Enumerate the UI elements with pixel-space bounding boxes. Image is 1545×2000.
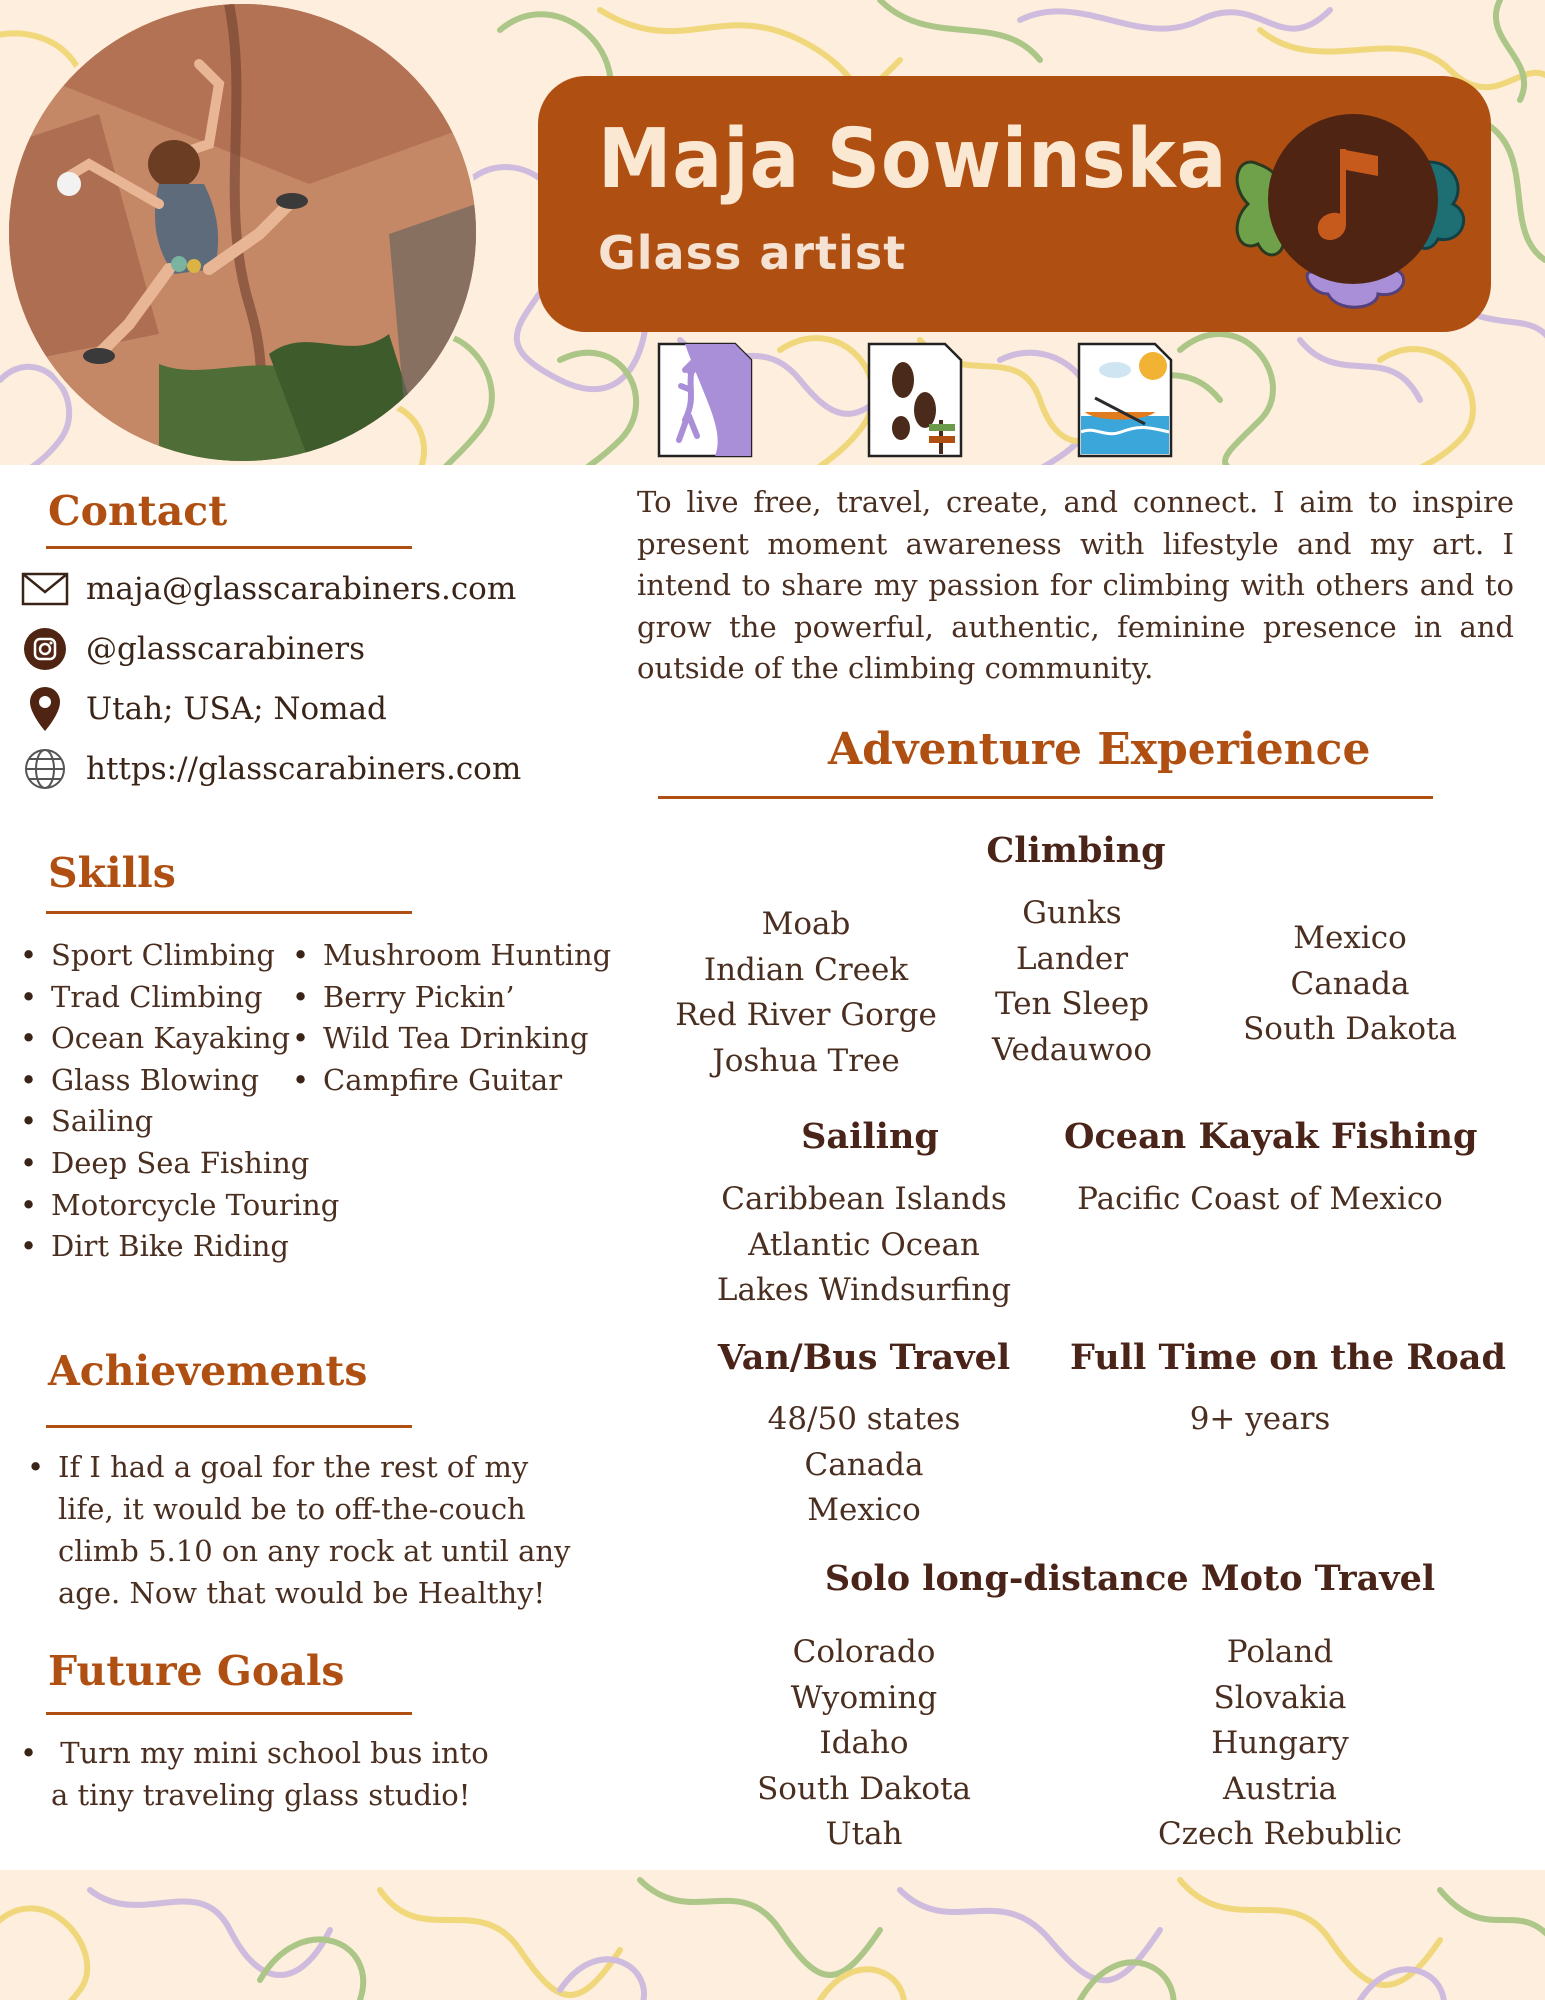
moto-location: Austria bbox=[1223, 1770, 1337, 1807]
full-time-road-item: 9+ years bbox=[1189, 1401, 1331, 1437]
future-goals-heading: Future Goals bbox=[48, 1647, 345, 1695]
skill-item: • Trad Climbing bbox=[20, 977, 339, 1019]
location-pin-icon bbox=[20, 684, 70, 734]
contact-heading: Contact bbox=[48, 487, 228, 535]
skill-item: • Ocean Kayaking bbox=[20, 1018, 339, 1060]
contact-website[interactable] bbox=[20, 744, 521, 794]
climbing-location: Canada bbox=[1290, 965, 1410, 1002]
van-travel-item: Mexico bbox=[807, 1492, 921, 1528]
achievement-line: life, it would be to off-the-couch bbox=[58, 1492, 526, 1526]
instagram-icon bbox=[20, 624, 70, 674]
climbing-location: Joshua Tree bbox=[712, 1042, 900, 1079]
achievements-list bbox=[27, 1446, 570, 1614]
contact-email-text: maja@glasscarabiners.com bbox=[86, 571, 517, 607]
climbing-location: Vedauwoo bbox=[991, 1031, 1153, 1068]
kayak-fishing-list bbox=[1060, 1177, 1460, 1223]
skill-item: • Wild Tea Drinking bbox=[292, 1018, 611, 1060]
sailing-heading: Sailing bbox=[801, 1116, 939, 1157]
achievement-item bbox=[27, 1446, 570, 1614]
skill-item: • Dirt Bike Riding bbox=[20, 1226, 339, 1268]
contact-divider bbox=[46, 546, 412, 549]
future-goals-divider bbox=[46, 1712, 412, 1715]
adventure-heading: Adventure Experience bbox=[828, 724, 1371, 775]
envelope-icon bbox=[20, 564, 70, 614]
moto-location: Utah bbox=[825, 1816, 903, 1852]
climber-silhouette-icon bbox=[655, 340, 755, 460]
person-title: Glass artist bbox=[598, 226, 907, 280]
contact-location-text: Utah; USA; Nomad bbox=[86, 691, 387, 727]
van-travel-heading: Van/Bus Travel bbox=[717, 1337, 1011, 1378]
skill-item: • Sailing bbox=[20, 1101, 339, 1143]
climbing-location: Lander bbox=[1015, 940, 1129, 977]
objective-statement: To live free, travel, create, and connect. I aim to inspire present moment awareness with lifestyle and my art. I intend to share my passion for climbing with others and to grow the powerful, authentic, feminine presence in and outside of the climbing community. bbox=[637, 485, 1514, 686]
achievements-heading: Achievements bbox=[48, 1347, 368, 1395]
moto-location: Hungary bbox=[1211, 1725, 1349, 1761]
climbing-location: Gunks bbox=[1022, 895, 1122, 931]
climbing-location: Red River Gorge bbox=[675, 997, 937, 1033]
moto-location: Wyoming bbox=[790, 1679, 938, 1716]
sailing-location: Caribbean Islands bbox=[721, 1181, 1007, 1217]
achievements-divider bbox=[46, 1425, 412, 1428]
future-goals-list bbox=[20, 1732, 489, 1816]
moto-location: Poland bbox=[1226, 1634, 1334, 1670]
skill-item: • Mushroom Hunting bbox=[292, 935, 611, 977]
skills-heading: Skills bbox=[48, 849, 176, 897]
full-time-road-heading: Full Time on the Road bbox=[1070, 1337, 1506, 1378]
kayak-location: Pacific Coast of Mexico bbox=[1077, 1181, 1443, 1217]
profile-photo-climber bbox=[5, 0, 480, 465]
future-goal-item bbox=[20, 1732, 489, 1816]
moto-travel-list-europe bbox=[1130, 1630, 1430, 1858]
van-travel-list bbox=[704, 1397, 1024, 1534]
climbing-location: Ten Sleep bbox=[994, 986, 1150, 1022]
climbing-location: Indian Creek bbox=[703, 951, 909, 988]
climbing-location: Mexico bbox=[1293, 920, 1407, 956]
moto-location: Czech Rebublic bbox=[1157, 1816, 1403, 1852]
music-note-logo-icon bbox=[1228, 94, 1478, 314]
adventure-divider bbox=[658, 796, 1433, 799]
contact-website-text: https://glasscarabiners.com bbox=[86, 751, 522, 787]
achievement-line: age. Now that would be Healthy! bbox=[58, 1576, 546, 1610]
person-name: Maja Sowinska bbox=[598, 112, 1228, 207]
name-banner bbox=[538, 76, 1491, 332]
moto-location: South Dakota bbox=[757, 1770, 971, 1807]
van-travel-item: Canada bbox=[804, 1446, 924, 1483]
skill-item: • Glass Blowing bbox=[20, 1060, 339, 1102]
footprints-signpost-icon bbox=[865, 340, 965, 460]
skills-list-secondary bbox=[292, 935, 611, 1101]
skill-item: • Sport Climbing bbox=[20, 935, 339, 977]
moto-location: Idaho bbox=[819, 1725, 909, 1761]
future-goal-line: Turn my mini school bus into bbox=[51, 1736, 489, 1770]
climbing-list-2 bbox=[942, 891, 1202, 1073]
globe-icon bbox=[20, 744, 70, 794]
moto-location: Colorado bbox=[792, 1634, 936, 1670]
climbing-list-1 bbox=[656, 902, 956, 1084]
kayak-fishing-heading: Ocean Kayak Fishing bbox=[1064, 1116, 1478, 1157]
climbing-heading: Climbing bbox=[986, 830, 1166, 871]
moto-travel-heading: Solo long-distance Moto Travel bbox=[824, 1558, 1436, 1599]
skill-item: • Berry Pickin’ bbox=[292, 977, 611, 1019]
kayak-sun-icon bbox=[1075, 340, 1175, 460]
contact-instagram[interactable] bbox=[20, 624, 365, 674]
contact-location bbox=[20, 684, 387, 734]
skill-item: • Deep Sea Fishing bbox=[20, 1143, 339, 1185]
sailing-location: Lakes Windsurfing bbox=[716, 1272, 1012, 1308]
moto-travel-list-us bbox=[714, 1630, 1014, 1858]
contact-email[interactable] bbox=[20, 564, 516, 614]
climbing-location: Moab bbox=[761, 906, 851, 942]
achievement-line: climb 5.10 on any rock at until any bbox=[58, 1534, 571, 1568]
sailing-location: Atlantic Ocean bbox=[748, 1226, 980, 1263]
contact-instagram-text: @glasscarabiners bbox=[86, 631, 365, 667]
future-goal-line: a tiny traveling glass studio! bbox=[51, 1778, 471, 1812]
moto-location: Slovakia bbox=[1213, 1679, 1347, 1716]
skill-item: • Motorcycle Touring bbox=[20, 1185, 339, 1227]
full-time-road-list bbox=[1060, 1397, 1460, 1443]
achievement-line: If I had a goal for the rest of my bbox=[58, 1450, 529, 1484]
skill-item: • Campfire Guitar bbox=[292, 1060, 611, 1102]
skills-divider bbox=[46, 911, 412, 914]
sailing-list bbox=[704, 1177, 1024, 1314]
climbing-list-3 bbox=[1220, 916, 1480, 1053]
van-travel-item: 48/50 states bbox=[767, 1401, 961, 1437]
climbing-location: South Dakota bbox=[1243, 1011, 1457, 1047]
decorative-squiggle-pattern-bottom bbox=[0, 1870, 1545, 2000]
